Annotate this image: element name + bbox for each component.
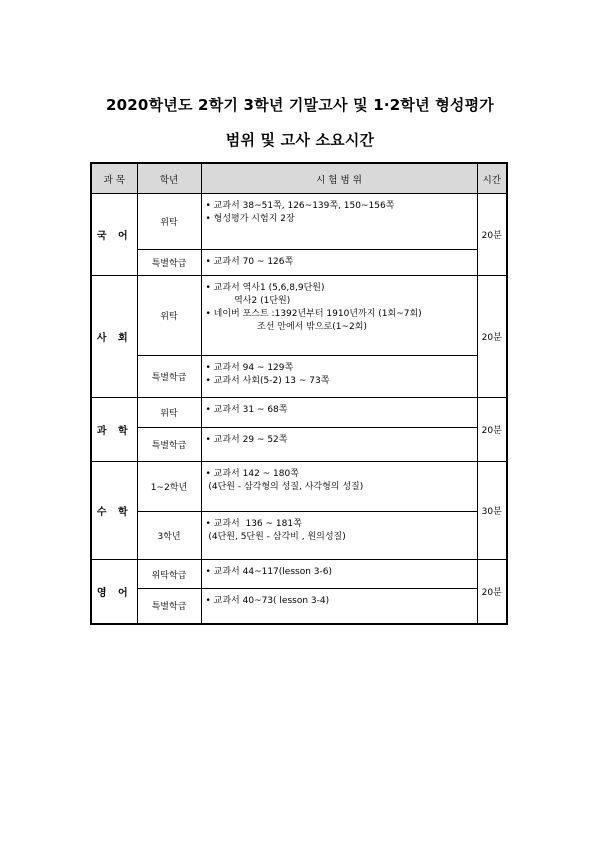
range-line: • 교과서 역사1 (5,6,8,9단원) xyxy=(205,283,325,293)
range-cell xyxy=(201,356,477,398)
range-line: (4단원, 5단원 - 삼각비 , 원의성질) xyxy=(205,532,346,542)
table-row xyxy=(91,462,507,512)
grade-cell: 1~2학년 xyxy=(137,462,201,512)
header-range: 시 험 범 위 xyxy=(201,163,477,194)
subject-cell: 국 어 xyxy=(91,194,137,276)
range-cell xyxy=(201,462,477,512)
table-row xyxy=(91,560,507,589)
table-row xyxy=(91,194,507,250)
document-subtitle: 범위 및 고사 소요시간 xyxy=(225,131,375,149)
grade-cell: 3학년 xyxy=(137,512,201,560)
time-cell: 20분 xyxy=(477,560,507,624)
grade-cell: 위탁 xyxy=(137,276,201,356)
range-line: • 네이버 포스트 :1392년부터 1910년까지 (1회~7회) xyxy=(205,309,422,319)
range-cell xyxy=(201,276,477,356)
time-cell: 20분 xyxy=(477,398,507,462)
subject-cell: 과 학 xyxy=(91,398,137,462)
range-line: • 교과서 44~117(lesson 3-6) xyxy=(205,567,332,577)
grade-cell: 특별학급 xyxy=(137,589,201,624)
table-row xyxy=(91,356,507,398)
range-line: • 교과서 70 ~ 126쪽 xyxy=(205,257,294,267)
grade-cell: 특별학급 xyxy=(137,250,201,276)
grade-cell: 위탁 xyxy=(137,194,201,250)
range-cell xyxy=(201,589,477,624)
table-row xyxy=(91,276,507,356)
subject-cell: 사 회 xyxy=(91,276,137,398)
range-line: 조선 안에서 밖으로(1~2회) xyxy=(205,322,367,332)
range-line: • 교과서 38~51쪽, 126~139쪽, 150~156쪽 xyxy=(205,201,395,211)
range-line: • 교과서 40~73( lesson 3-4) xyxy=(205,596,330,606)
header-time: 시간 xyxy=(477,163,507,194)
range-cell xyxy=(201,250,477,276)
header-row xyxy=(91,163,507,194)
range-cell xyxy=(201,194,477,250)
range-cell xyxy=(201,398,477,428)
range-cell xyxy=(201,560,477,589)
grade-cell: 위탁학급 xyxy=(137,560,201,589)
range-line: • 교과서 94 ~ 129쪽 xyxy=(205,363,294,373)
range-line: • 교과서 사회(5-2) 13 ~ 73쪽 xyxy=(205,376,330,386)
table-row xyxy=(91,589,507,624)
range-line: 역사2 (1단원) xyxy=(205,296,291,306)
grade-cell: 특별학급 xyxy=(137,356,201,398)
header-grade: 학년 xyxy=(137,163,201,194)
table-row xyxy=(91,428,507,462)
time-cell: 20분 xyxy=(477,194,507,276)
header-subject: 과 목 xyxy=(91,163,137,194)
table-body xyxy=(91,194,507,624)
range-cell xyxy=(201,428,477,462)
grade-cell: 특별학급 xyxy=(137,428,201,462)
range-line: • 형성평가 시험지 2장 xyxy=(205,214,295,224)
range-line: • 교과서 31 ~ 68쪽 xyxy=(205,405,288,415)
grade-cell: 위탁 xyxy=(137,398,201,428)
range-line: • 교과서 136 ~ 181쪽 xyxy=(205,519,302,529)
time-cell: 30분 xyxy=(477,462,507,560)
subject-cell: 수 학 xyxy=(91,462,137,560)
time-cell: 20분 xyxy=(477,276,507,398)
exam-schedule-table xyxy=(90,162,508,625)
range-line: (4단원 - 삼각형의 성질, 사각형의 성질) xyxy=(205,482,364,492)
table-row xyxy=(91,398,507,428)
range-line: • 교과서 29 ~ 52쪽 xyxy=(205,435,288,445)
range-cell xyxy=(201,512,477,560)
document-title: 2020학년도 2학기 3학년 기말고사 및 1·2학년 형성평가 xyxy=(106,96,494,114)
subject-cell: 영 어 xyxy=(91,560,137,624)
range-line: • 교과서 142 ~ 180쪽 xyxy=(205,469,299,479)
table-row xyxy=(91,512,507,560)
table-row xyxy=(91,250,507,276)
